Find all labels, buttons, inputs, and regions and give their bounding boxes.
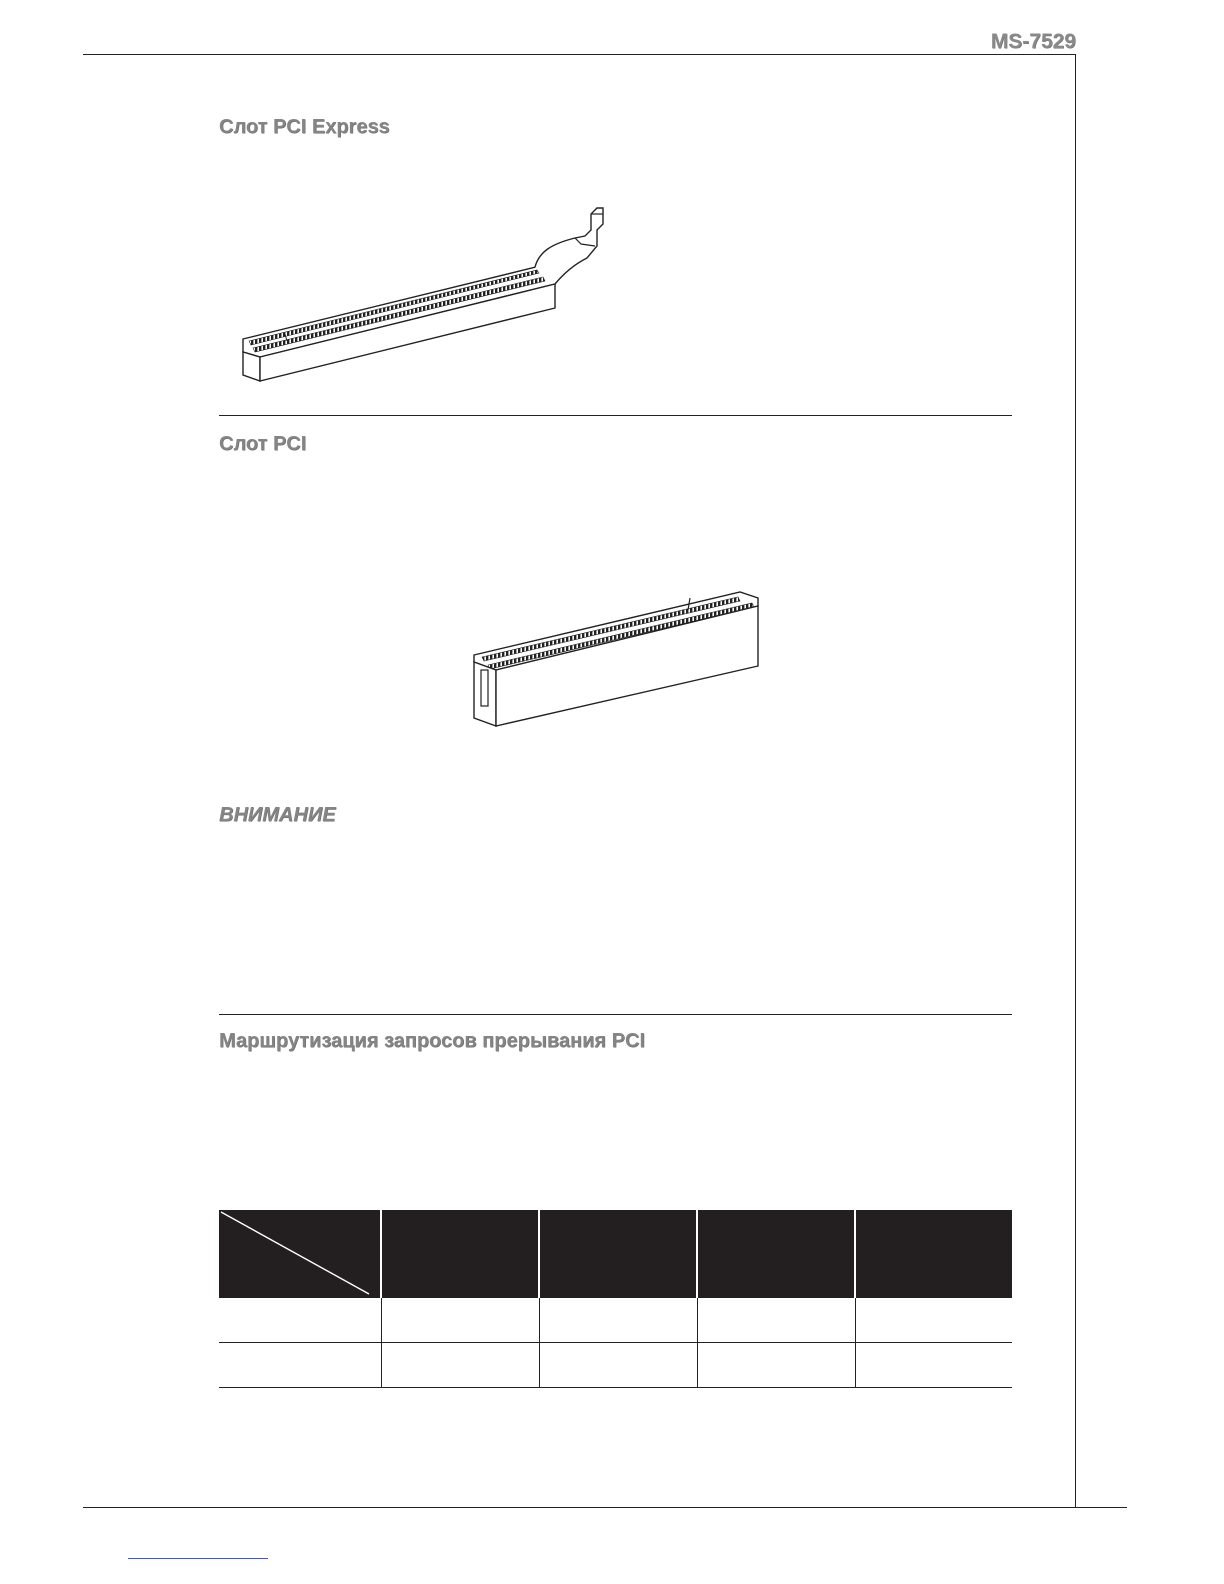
pci-slot-heading: Слот PCI [219,433,307,455]
table-header-cell [697,1210,855,1298]
table-row [219,1298,1012,1343]
pci-slot-illustration [470,582,764,732]
table-header-cell [539,1210,697,1298]
pcie-slot-heading: Слот PCI Express [219,116,390,138]
table-cell [381,1343,539,1388]
footer-rule [83,1507,1127,1508]
section-divider [219,1014,1012,1015]
table-cell [539,1343,697,1388]
right-margin-rule [1075,54,1076,1507]
table-cell [855,1343,1012,1388]
irq-routing-heading: Маршрутизация запросов прерывания PCI [219,1030,645,1052]
table-cell [697,1298,855,1343]
section-divider [219,415,1012,416]
table-cell [219,1343,381,1388]
model-number: MS-7529 [990,30,1076,53]
table-cell [219,1298,381,1343]
table-corner-cell [219,1210,381,1298]
header-rule [83,54,1076,55]
warning-heading: ВНИМАНИЕ [219,804,336,826]
table-cell [855,1298,1012,1343]
table-row [219,1343,1012,1388]
table-cell [381,1298,539,1343]
footer-link-underline[interactable] [128,1558,268,1559]
table-cell [539,1298,697,1343]
pcie-slot-illustration [235,200,615,390]
table-header-row [219,1210,1012,1298]
table-cell [697,1343,855,1388]
irq-routing-table [219,1210,1012,1388]
diagonal-divider [219,1210,381,1298]
table-header-cell [381,1210,539,1298]
table-header-cell [855,1210,1012,1298]
